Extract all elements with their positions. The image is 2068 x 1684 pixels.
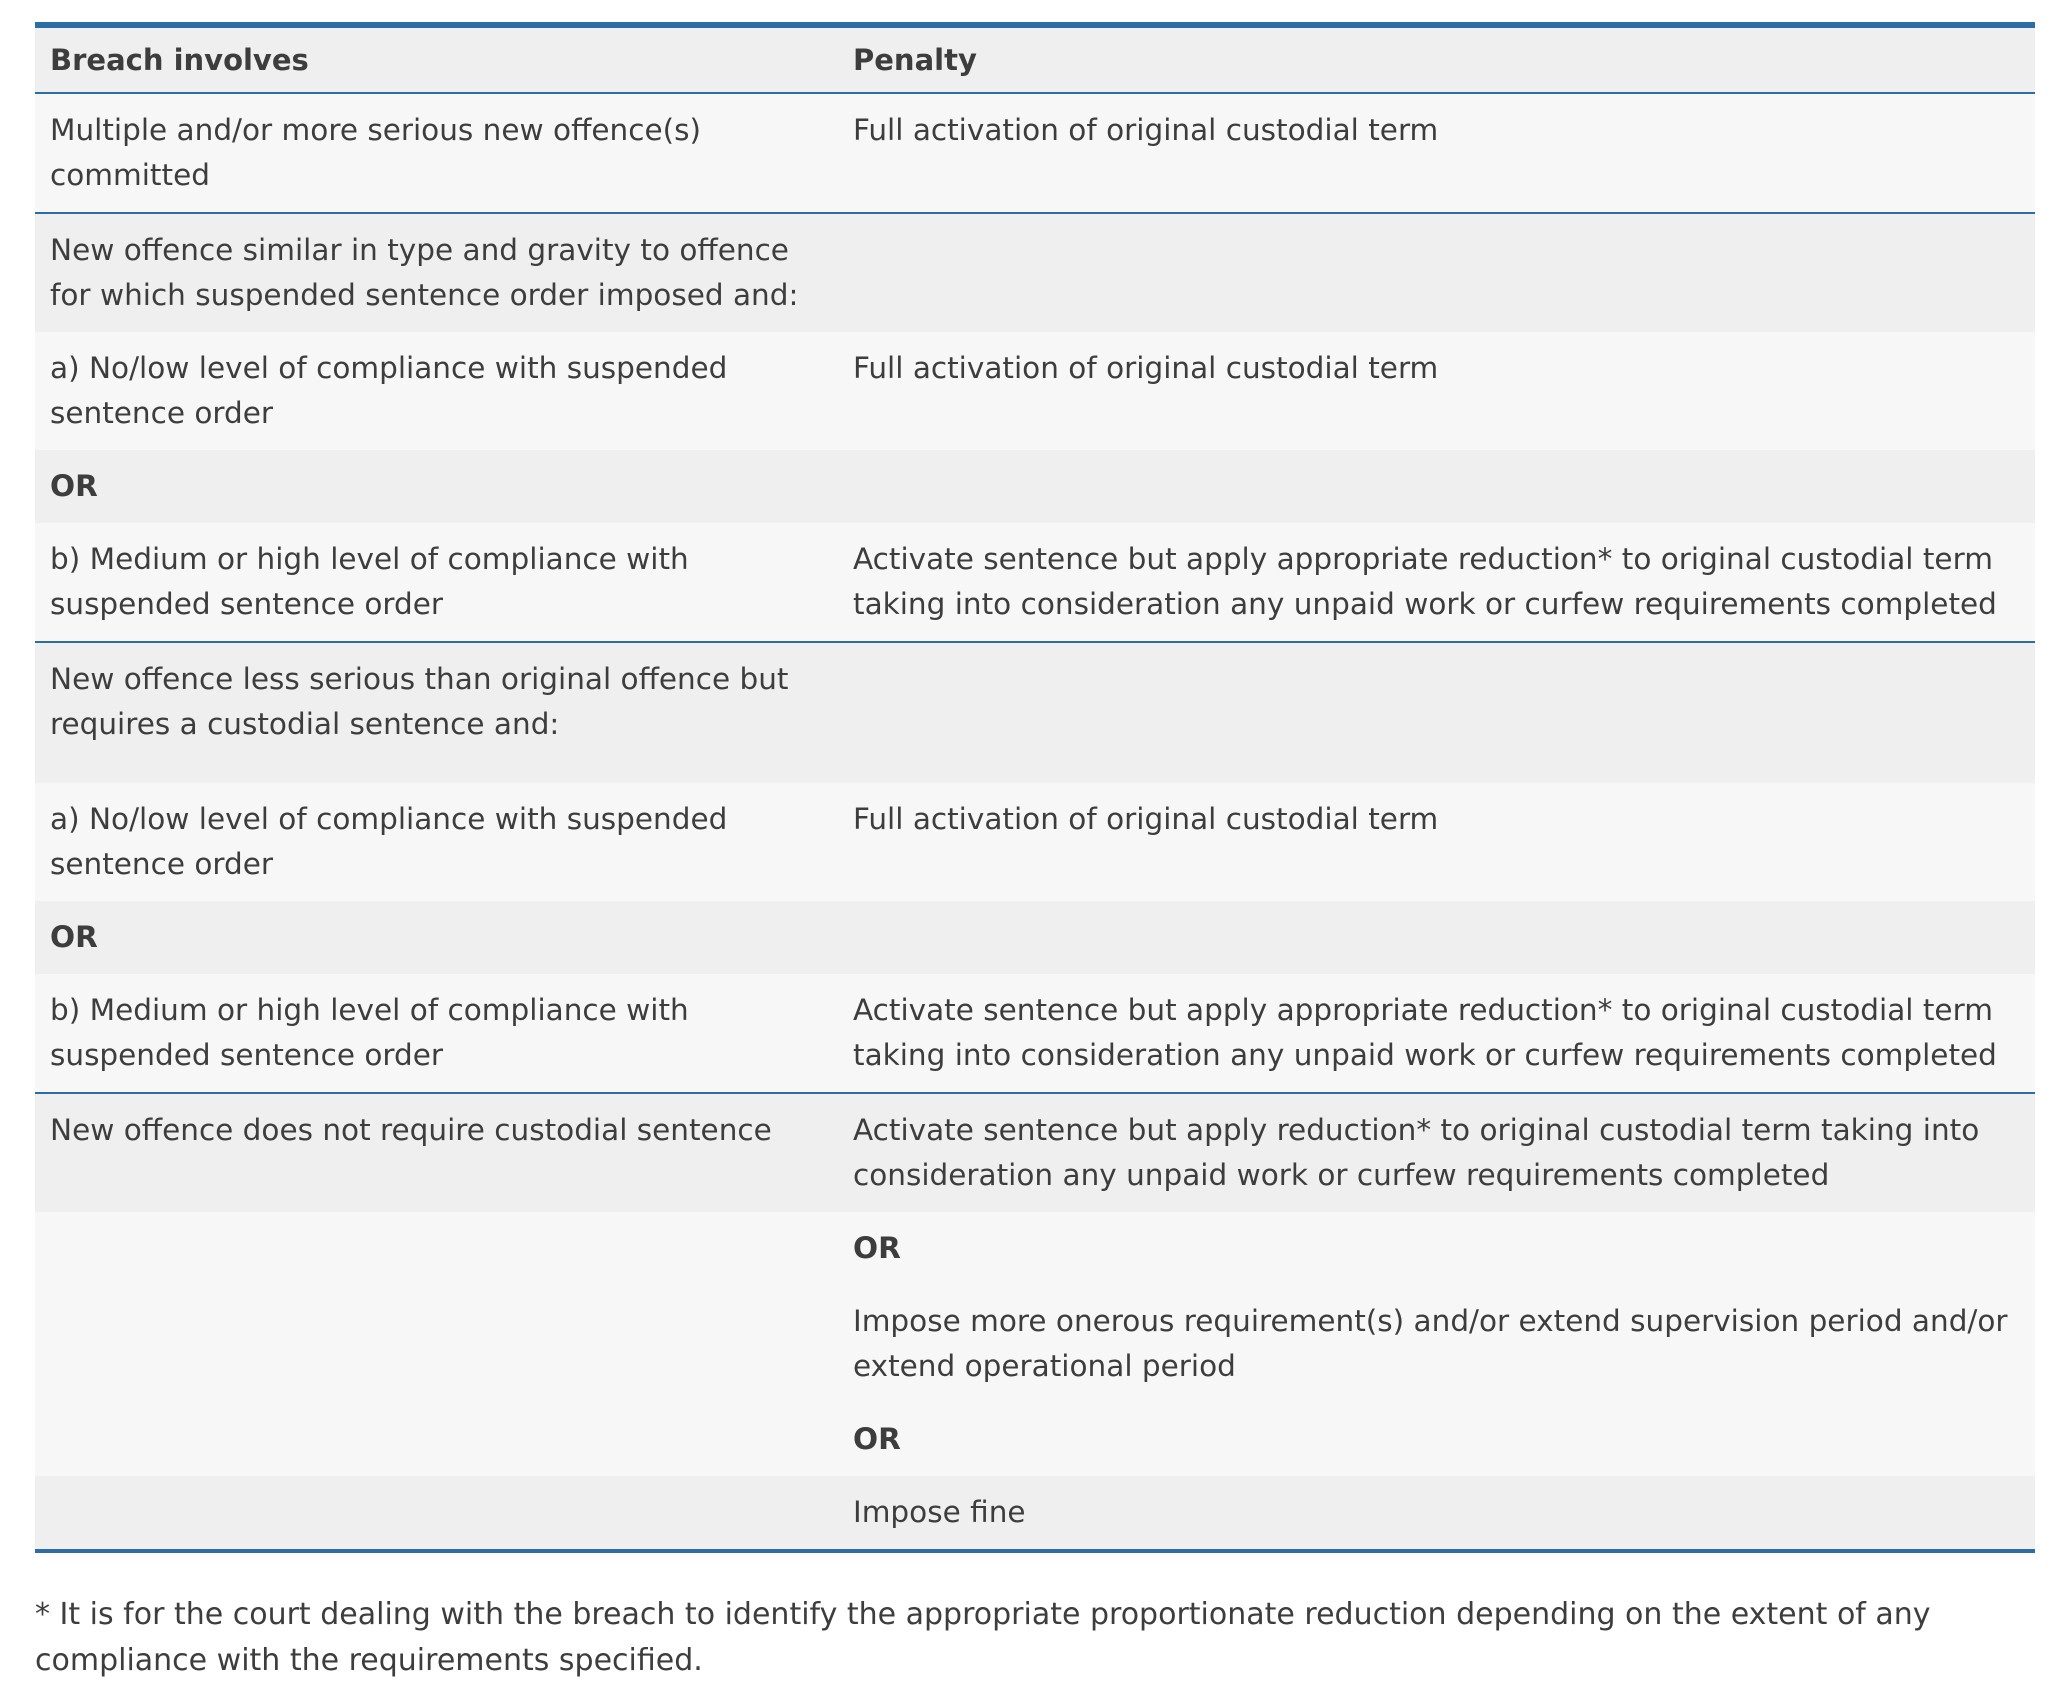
table-row [35, 213, 2035, 332]
table-header [35, 25, 2035, 93]
penalty-cell: Impose more onerous requirement(s) and/or extend supervision period and/or extend operational period [853, 1304, 2008, 1383]
table-row [35, 1476, 2035, 1551]
footnote: * It is for the court dealing with the breach to identify the appropriate proportionate reduction depending on the extent of any compliance with the requirements specified. [35, 1597, 1931, 1678]
table-row [35, 332, 2035, 450]
breach-cell: b) Medium or high level of compliance with suspended sentence order [50, 993, 689, 1072]
penalty-cell: Activate sentence but apply appropriate reduction* to original custodial term taking into consideration any unpaid work or curfew requirements completed [853, 993, 1997, 1072]
penalty-cell: Full activation of original custodial term [853, 113, 1439, 147]
breach-cell: Multiple and/or more serious new offence(s) committed [50, 113, 702, 192]
table-row [35, 450, 2035, 523]
breach-penalty-table [35, 22, 2035, 1553]
table-row [35, 93, 2035, 213]
breach-cell: New offence less serious than original offence but requires a custodial sentence and: [50, 662, 789, 741]
breach-cell [35, 1212, 838, 1285]
breach-cell [35, 1403, 838, 1476]
table-row [35, 642, 2035, 783]
penalty-cell: Full activation of original custodial term [853, 802, 1439, 836]
header-penalty: Penalty [853, 43, 977, 77]
breach-table-container [35, 22, 2035, 1553]
penalty-cell [838, 642, 2035, 783]
breach-cell [35, 1285, 838, 1403]
breach-cell: b) Medium or high level of compliance with suspended sentence order [50, 542, 689, 621]
or-separator: OR [50, 920, 98, 954]
table-row [35, 1403, 2035, 1476]
header-row [35, 25, 2035, 93]
table-body [35, 93, 2035, 1551]
table-row [35, 974, 2035, 1093]
or-separator: OR [853, 1231, 901, 1265]
penalty-cell: Impose fine [853, 1495, 1026, 1529]
penalty-cell: Activate sentence but apply reduction* to original custodial term taking into consideration any unpaid work or curfew requirements completed [853, 1113, 1980, 1192]
table-row [35, 1212, 2035, 1285]
table-row [35, 523, 2035, 642]
header-breach-involves: Breach involves [50, 43, 309, 77]
breach-cell: a) No/low level of compliance with suspended sentence order [50, 802, 728, 881]
breach-cell: New offence does not require custodial sentence [50, 1113, 772, 1147]
penalty-cell [838, 450, 2035, 523]
penalty-cell [838, 213, 2035, 332]
or-separator: OR [853, 1422, 901, 1456]
table-row [35, 783, 2035, 901]
penalty-cell: Full activation of original custodial term [853, 351, 1439, 385]
breach-cell [35, 1476, 838, 1551]
table-row [35, 901, 2035, 974]
table-row [35, 1093, 2035, 1212]
penalty-cell [838, 901, 2035, 974]
table-row [35, 1285, 2035, 1403]
or-separator: OR [50, 469, 98, 503]
breach-cell: a) No/low level of compliance with suspended sentence order [50, 351, 728, 430]
breach-cell: New offence similar in type and gravity to offence for which suspended sentence order imposed and: [50, 233, 799, 312]
penalty-cell: Activate sentence but apply appropriate reduction* to original custodial term taking into consideration any unpaid work or curfew requirements completed [853, 542, 1997, 621]
